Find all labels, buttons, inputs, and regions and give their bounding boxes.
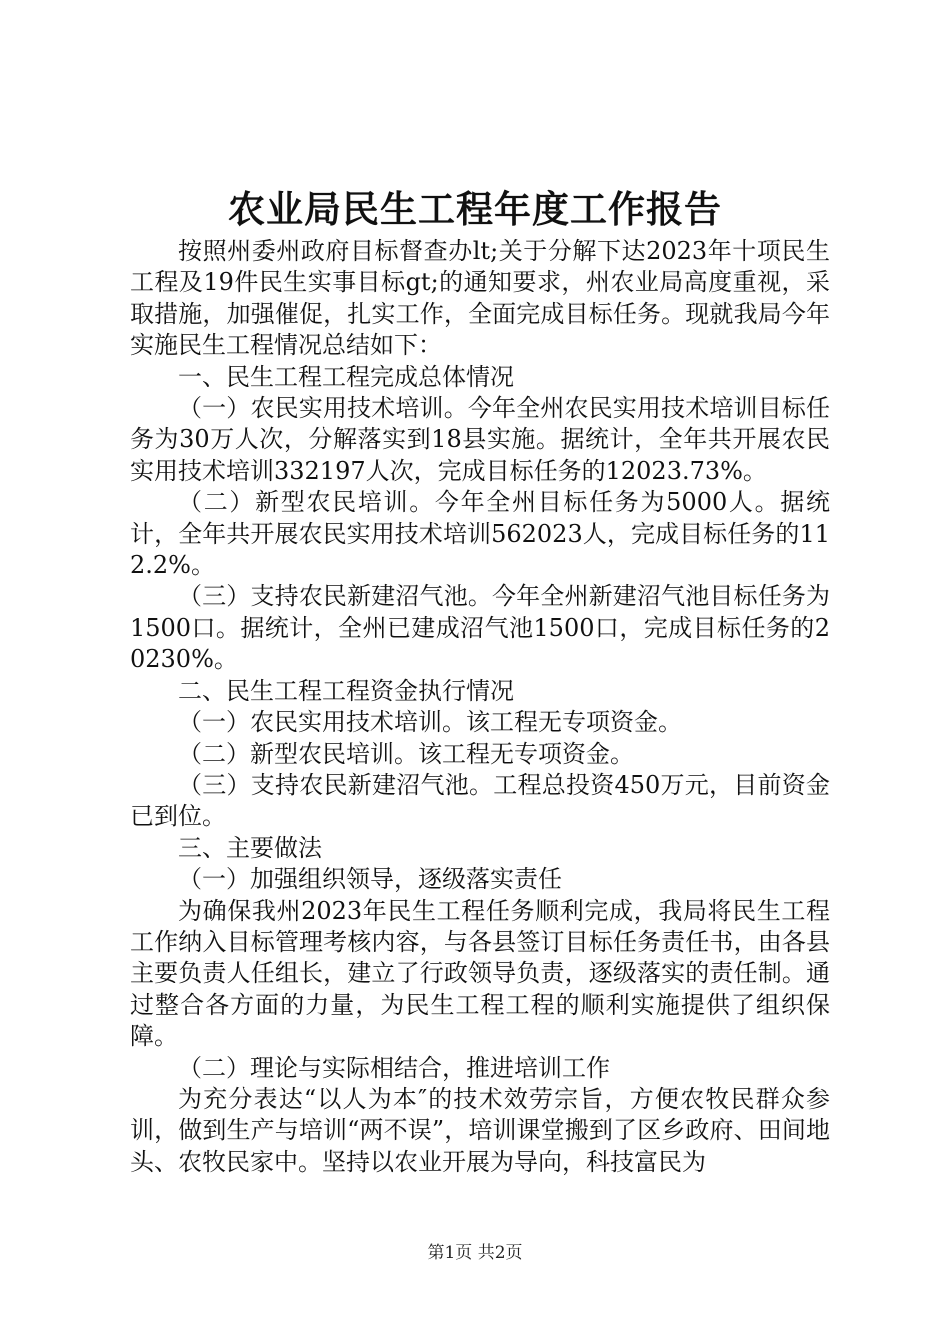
section-2-item-2: （二）新型农民培训。该工程无专项资金。 <box>178 739 634 768</box>
section-heading-1: 一、民生工程工程完成总体情况 <box>178 362 514 391</box>
section-2-item-1: （一）农民实用技术培训。该工程无专项资金。 <box>178 708 682 737</box>
section-1-item-2: （二）新型农民培训。今年全州目标任务为5000人。据统计，全年共开展农民实用技术培训562023人，完成目标任务的112.2%。 <box>130 488 830 580</box>
page-footer: 第1页 共2页 <box>427 1243 523 1263</box>
section-3-subheading-1: （一）加强组织领导，逐级落实责任 <box>178 865 562 894</box>
section-1-item-3: （三）支持农民新建沼气池。今年全州新建沼气池目标任务为1500口。据统计，全州已建成沼气池1500口，完成目标任务的20230%。 <box>130 582 830 674</box>
section-3-paragraph-1: 为确保我州2023年民生工程任务顺利完成，我局将民生工程工作纳入目标管理考核内容，与各县签订目标任务责任书，由各县主要负责人任组长，建立了行政领导负责，逐级落实的责任制。通过整合各方面的力量，为民生工程工程的顺利实施提供了组织保障。 <box>130 896 830 1051</box>
intro-paragraph: 按照州委州政府目标督查办lt;关于分解下达2023年十项民生工程及19件民生实事目标gt;的通知要求，州农业局高度重视，采取措施，加强催促，扎实工作，全面完成目标任务。现就我局今年实施民生工程情况总结如下： <box>130 237 830 360</box>
section-2-item-3: （三）支持农民新建沼气池。工程总投资450万元，目前资金已到位。 <box>130 770 830 831</box>
document-body <box>130 236 830 1178</box>
section-1-item-1: （一）农民实用技术培训。今年全州农民实用技术培训目标任务为30万人次，分解落实到18县实施。据统计，全年共开展农民实用技术培训332197人次，完成目标任务的12023.73%。 <box>130 394 830 485</box>
section-3-paragraph-2: 为充分表达“以人为本″的技术效劳宗旨，方便农牧民群众参训，做到生产与培训“两不误”，培训课堂搬到了区乡政府、田间地头、农牧民家中。坚持以农业开展为导向，科技富民为 <box>130 1084 830 1176</box>
document-title: 农业局民生工程年度工作报告 <box>228 187 722 231</box>
section-heading-3: 三、主要做法 <box>178 833 322 862</box>
section-3-subheading-2: （二）理论与实际相结合，推进培训工作 <box>178 1053 610 1082</box>
section-heading-2: 二、民生工程工程资金执行情况 <box>178 676 514 705</box>
